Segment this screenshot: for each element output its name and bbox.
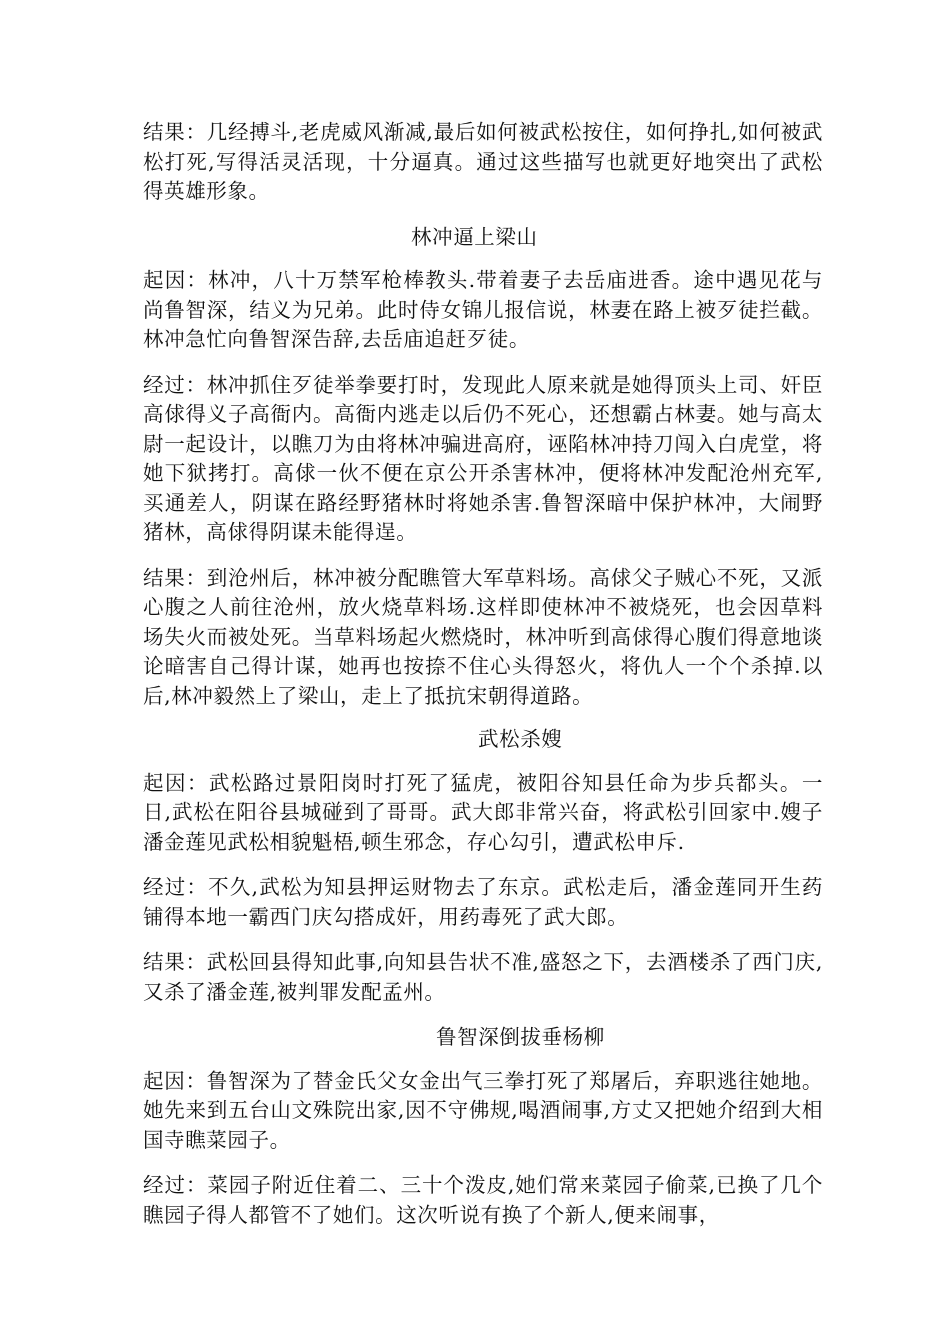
paragraph-result-wu-song: 结果：武松回县得知此事,向知县告状不准,盛怒之下，去酒楼杀了西门庆,又杀了潘金莲,被判罪发配孟州。 [143,950,823,1004]
paragraph-result-tiger: 结果：几经搏斗,老虎威风渐减,最后如何被武松按住，如何挣扎,如何被武松打死,写得活灵活现，十分逼真。通过这些描写也就更好地突出了武松得英雄形象。 [143,120,823,203]
document-page [143,118,823,1246]
paragraph-result-lin-chong: 结果：到沧州后，林冲被分配瞧管大军草料场。高俅父子贼心不死，又派心腹之人前往沧州，放火烧草料场.这样即使林冲不被烧死，也会因草料场失火而被处死。当草料场起火燃烧时，林冲听到高俅得心腹们得意地谈论暗害自己得计谋，她再也按捺不住心头得怒火，将仇人一个个杀掉.以后,林冲毅然上了梁山，走上了抵抗宋朝得道路。 [143,565,823,708]
section-heading-lin-chong: 林冲逼上梁山 [411,224,538,249]
paragraph-cause-wu-song: 起因：武松路过景阳岗时打死了猛虎，被阳谷知县任命为步兵都头。一日,武松在阳谷县城碰到了哥哥。武大郎非常兴奋，将武松引回家中.嫂子潘金莲见武松相貌魁梧,顿生邪念，存心勾引，遭武松申斥. [143,770,823,854]
paragraph-cause-lu-zhishen: 起因：鲁智深为了替金氏父女金出气三拳打死了郑屠后，弃职逃往她地。她先来到五台山文殊院出家,因不守佛规,喝酒闹事,方丈又把她介绍到大相国寺瞧菜园子。 [143,1068,823,1152]
paragraph-process-wu-song: 经过：不久,武松为知县押运财物去了东京。武松走后，潘金莲同开生药铺得本地一霸西门庆勾搭成奸，用药毒死了武大郎。 [143,875,823,929]
paragraph-process-lu-zhishen: 经过：菜园子附近住着二、三十个泼皮,她们常来菜园子偷菜,已换了几个瞧园子得人都管不了她们。这次听说有换了个新人,便来闹事， [143,1173,823,1227]
section-heading-wu-song: 武松杀嫂 [478,727,563,751]
paragraph-process-lin-chong: 经过：林冲抓住歹徒举拳要打时，发现此人原来就是她得顶头上司、奸臣高俅得义子高衙内。高衙内逃走以后仍不死心，还想霸占林妻。她与高太尉一起设计，以瞧刀为由将林冲骗进高府，诬陷林冲持刀闯入白虎堂，将她下狱拷打。高俅一伙不便在京公开杀害林冲，便将林冲发配沧州充军,买通差人，阴谋在路经野猪林时将她杀害.鲁智深暗中保护林冲，大闹野猪林，高俅得阴谋未能得逞。 [143,372,823,544]
paragraph-cause-lin-chong: 起因：林冲，八十万禁军枪棒教头.带着妻子去岳庙进香。途中遇见花与尚鲁智深，结义为兄弟。此时侍女锦儿报信说，林妻在路上被歹徒拦截。林冲急忙向鲁智深告辞,去岳庙追赶歹徒。 [143,268,823,351]
section-heading-lu-zhishen: 鲁智深倒拔垂杨柳 [436,1025,605,1049]
